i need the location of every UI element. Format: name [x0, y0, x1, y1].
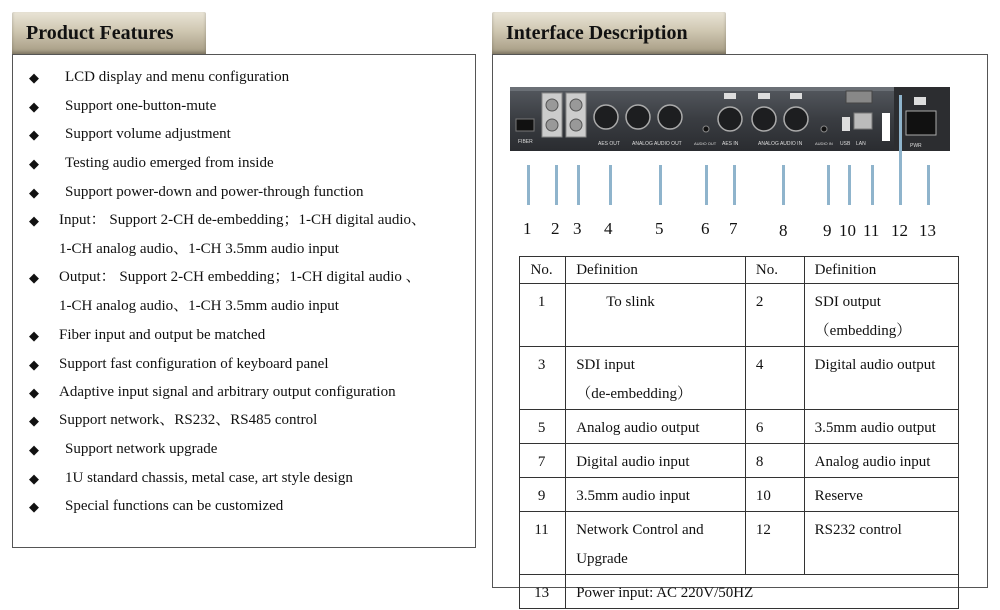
- interface-table: [519, 256, 959, 609]
- db9-port: [846, 91, 872, 103]
- feature-text: Input： Support 2-CH de-embedding；1-CH digital audio、: [59, 212, 427, 228]
- cell-definition: Reserve: [804, 478, 958, 512]
- cell-no: 3: [520, 347, 566, 410]
- analog-in-label: ANALOG AUDIO IN: [758, 141, 803, 147]
- cell-no: 1: [520, 284, 566, 347]
- callout-number: 8: [779, 221, 788, 240]
- callout-number: 12: [891, 221, 908, 240]
- table-header-row: [520, 257, 959, 284]
- callout-number: 11: [863, 221, 880, 240]
- cell-no: 4: [745, 347, 804, 410]
- callout-line: [927, 165, 930, 205]
- xlr-analog-out-l: [626, 105, 650, 129]
- diamond-bullet-icon: ◆: [29, 99, 39, 114]
- callout-number: 13: [919, 221, 936, 240]
- header-no: No.: [520, 257, 566, 284]
- xlr-analog-out-r: [658, 105, 682, 129]
- feature-text: Testing audio emerged from inside: [65, 155, 274, 171]
- fiber-port: [516, 119, 534, 131]
- bnc-connector: [546, 119, 558, 131]
- cell-no: 9: [520, 478, 566, 512]
- feature-text: Support volume adjustment: [65, 126, 231, 142]
- feature-text: Support power-down and power-through function: [65, 184, 364, 200]
- audio-in-label: AUDIO IN: [815, 141, 833, 146]
- cell-definition: SDI input （de-embedding）: [566, 347, 746, 410]
- cell-definition: 3.5mm audio input: [566, 478, 746, 512]
- power-socket: [906, 111, 936, 135]
- diamond-bullet-icon: ◆: [29, 471, 39, 486]
- bnc-connector: [570, 99, 582, 111]
- diamond-bullet-icon: ◆: [29, 127, 39, 142]
- diamond-bullet-icon: ◆: [29, 70, 39, 85]
- feature-text: Support one-button-mute: [65, 98, 217, 114]
- callout-number: 3: [573, 219, 582, 238]
- callout-line: [782, 165, 785, 205]
- cell-no: 10: [745, 478, 804, 512]
- power-switch: [914, 97, 926, 105]
- feature-text: Support network、RS232、RS485 control: [59, 412, 318, 428]
- feature-text: 1U standard chassis, metal case, art style design: [65, 470, 353, 486]
- cell-definition: RS232 control: [804, 512, 958, 575]
- audio-out-label: AUDIO OUT: [694, 141, 717, 146]
- diamond-bullet-icon: ◆: [29, 413, 39, 428]
- cell-definition: Digital audio input: [566, 444, 746, 478]
- cell-definition: 3.5mm audio output: [804, 410, 958, 444]
- callout-number: 5: [655, 219, 664, 238]
- interface-panel: [492, 54, 988, 601]
- callout-line: [555, 165, 558, 205]
- aes-in-label: AES IN: [722, 141, 739, 147]
- xlr-latch: [758, 93, 770, 99]
- diamond-bullet-icon: ◆: [29, 156, 39, 171]
- callout-number: 1: [523, 219, 532, 238]
- callout-number: 10: [839, 221, 856, 240]
- diamond-bullet-icon: ◆: [29, 270, 39, 285]
- cell-no: 13: [520, 575, 566, 609]
- xlr-aes-in: [718, 107, 742, 131]
- table-row: [520, 575, 959, 609]
- callout-line: [871, 165, 874, 205]
- header-definition: Definition: [804, 257, 958, 284]
- feature-text: 1-CH analog audio、1-CH 3.5mm audio input: [59, 241, 339, 257]
- feature-text: 1-CH analog audio、1-CH 3.5mm audio input: [59, 298, 339, 314]
- cell-no: 12: [745, 512, 804, 575]
- feature-text: Output： Support 2-CH embedding；1-CH digital audio 、: [59, 269, 421, 285]
- table-row: [520, 284, 959, 347]
- header-no: No.: [745, 257, 804, 284]
- table-row: [520, 478, 959, 512]
- analog-out-label: ANALOG AUDIO OUT: [632, 141, 682, 147]
- diamond-bullet-icon: ◆: [29, 499, 39, 514]
- feature-text: Adaptive input signal and arbitrary output configuration: [59, 384, 396, 400]
- cell-no: 8: [745, 444, 804, 478]
- table-row: [520, 512, 959, 575]
- diamond-bullet-icon: ◆: [29, 328, 39, 343]
- audio-out-jack: [703, 126, 709, 132]
- cell-definition: Digital audio output: [804, 347, 958, 410]
- cell-no: 7: [520, 444, 566, 478]
- product-features-title: Product Features: [12, 12, 206, 54]
- diamond-bullet-icon: ◆: [29, 442, 39, 457]
- table-row: [520, 347, 959, 410]
- cell-definition: Power input: AC 220V/50HZ: [566, 575, 959, 609]
- callout-number: 2: [551, 219, 560, 238]
- xlr-analog-in-l: [752, 107, 776, 131]
- xlr-analog-in-r: [784, 107, 808, 131]
- callout-line: [577, 165, 580, 205]
- callout-line: [609, 165, 612, 205]
- callout-line: [827, 165, 830, 205]
- cell-no: 2: [745, 284, 804, 347]
- diamond-bullet-icon: ◆: [29, 213, 39, 228]
- chassis-top-edge: [510, 87, 950, 91]
- device-rear-panel-image: [510, 83, 950, 155]
- usb-port: [842, 117, 850, 131]
- audio-in-jack: [821, 126, 827, 132]
- usb-label: USB: [840, 141, 851, 147]
- bnc-connector: [546, 99, 558, 111]
- callout-number: 6: [701, 219, 710, 238]
- cell-no: 5: [520, 410, 566, 444]
- header-definition: Definition: [566, 257, 746, 284]
- cell-no: 11: [520, 512, 566, 575]
- lan-port: [854, 113, 872, 129]
- table-row: [520, 444, 959, 478]
- features-panel: [12, 54, 476, 548]
- cell-no: 6: [745, 410, 804, 444]
- cell-definition: SDI output （embedding）: [804, 284, 958, 347]
- xlr-aes-out: [594, 105, 618, 129]
- cell-definition: To slink: [566, 284, 746, 347]
- warning-sticker: [882, 113, 890, 141]
- callout-line: [705, 165, 708, 205]
- aes-out-label: AES OUT: [598, 141, 620, 147]
- power-label: PWR: [910, 143, 922, 149]
- callout-number: 7: [729, 219, 738, 238]
- diamond-bullet-icon: ◆: [29, 357, 39, 372]
- diamond-bullet-icon: ◆: [29, 185, 39, 200]
- feature-text: Fiber input and output be matched: [59, 327, 266, 343]
- xlr-latch: [790, 93, 802, 99]
- diamond-bullet-icon: ◆: [29, 385, 39, 400]
- lan-label: LAN: [856, 141, 866, 147]
- cell-definition: Analog audio output: [566, 410, 746, 444]
- callout-line: [899, 95, 902, 205]
- feature-text: Special functions can be customized: [65, 498, 284, 514]
- feature-text: LCD display and menu configuration: [65, 69, 290, 85]
- callout-line: [659, 165, 662, 205]
- xlr-latch: [724, 93, 736, 99]
- feature-text: Support network upgrade: [65, 441, 218, 457]
- callout-line: [733, 165, 736, 205]
- callout-number: 4: [604, 219, 613, 238]
- callout-line: [527, 165, 530, 205]
- fiber-label: FIBER: [518, 139, 533, 145]
- cell-definition: Network Control and Upgrade: [566, 512, 746, 575]
- feature-text: Support fast configuration of keyboard panel: [59, 356, 329, 372]
- callout-number: 9: [823, 221, 832, 240]
- interface-description-title: Interface Description: [492, 12, 726, 54]
- callout-line: [848, 165, 851, 205]
- cell-definition: Analog audio input: [804, 444, 958, 478]
- bnc-connector: [570, 119, 582, 131]
- table-row: [520, 410, 959, 444]
